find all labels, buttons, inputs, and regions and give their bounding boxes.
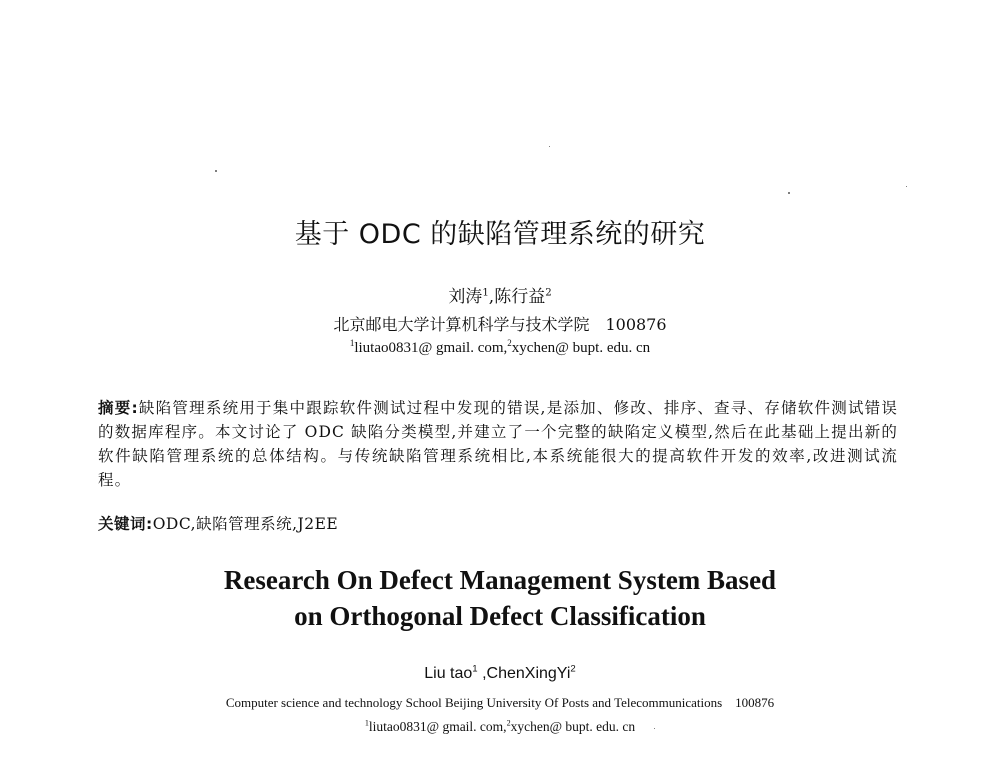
author-superscript: 2 [570,663,576,675]
paper-title-cn: 基于 ODC 的缺陷管理系统的研究 [294,219,706,250]
email-address: xychen@ bupt. edu. cn [510,719,636,734]
email-line-cn [0,340,1000,357]
author-superscript: 2 [545,287,552,299]
scan-speck [788,192,790,194]
keywords-text: ODC,缺陷管理系统,J2EE [152,515,339,533]
author-name: ChenXingYi [486,665,571,682]
abstract [98,396,898,492]
scan-speck [549,146,550,147]
author-name: 刘涛 [448,287,483,307]
author-superscript: 1 [482,287,489,299]
email-address: liutao0831@ gmail. com, [368,719,507,734]
email-superscript: 1 [364,718,369,728]
author-list-en [0,665,1000,683]
keywords [98,512,338,534]
email-superscript: 2 [507,338,512,348]
author-name: Liu tao [424,665,473,682]
email-superscript: 2 [506,718,511,728]
email-superscript: 1 [349,338,355,348]
keywords-label: 关键词: [98,515,153,533]
email-address: liutao0831@ gmail. com, [354,340,508,356]
author-superscript: 1 [472,663,478,675]
paper-title-en-line2: on Orthogonal Defect Classification [294,601,706,631]
author-separator: , [488,287,495,307]
scan-speck [906,186,907,187]
email-line-en [0,719,1000,735]
email-address: xychen@ bupt. edu. cn [511,340,651,356]
affiliation-en: Computer science and technology School Beijing University Of Posts and Telecommunications 100876 [225,695,775,710]
author-name: 陈行益 [494,287,546,307]
abstract-text: 缺陷管理系统用于集中跟踪软件测试过程中发现的错误,是添加、修改、排序、查寻、存储软件测试错误的数据库程序。本文讨论了 ODC 缺陷分类模型,并建立了一个完整的缺陷定义模型,然后在此基础上提出新的软件缺陷管理系统的总体结构。与传统缺陷管理系统相比,本系统能很大的提高软件开发的效率,改进测试流程。 [98,399,899,489]
author-list-cn [0,282,1000,307]
author-separator: , [477,665,487,682]
paper-title-en: Research On Defect Management System Based [223,565,777,595]
abstract-label: 摘要: [98,399,139,417]
affiliation-cn: 北京邮电大学计算机科学与技术学院 100876 [333,315,667,334]
scan-speck [215,170,217,172]
